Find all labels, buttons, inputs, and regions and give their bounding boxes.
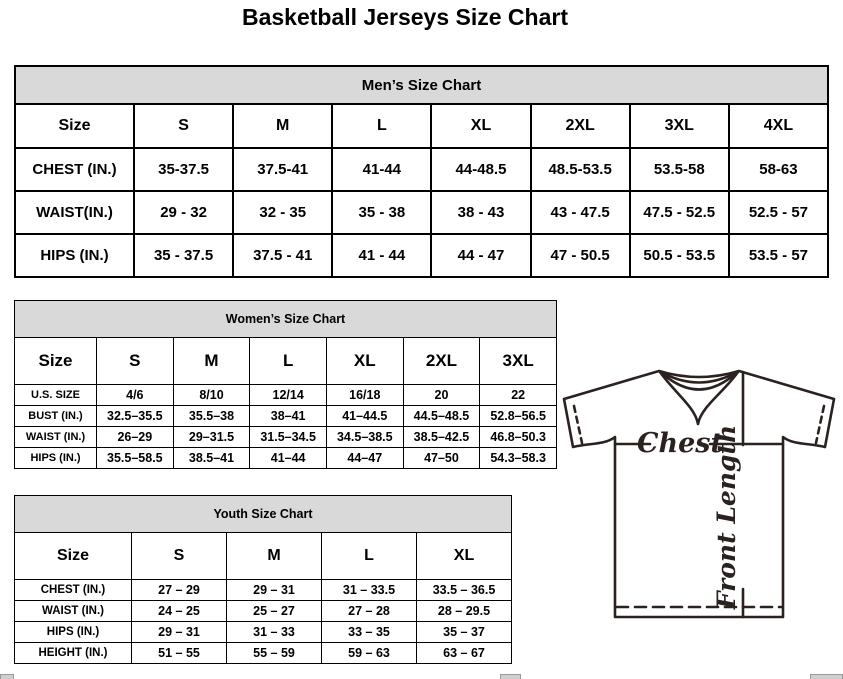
mens-chart-header: Men’s Size Chart [15,66,828,104]
youth-table-row [15,643,512,664]
mens-header-row [15,66,828,104]
mens-cell: 41-44 [332,148,431,191]
mens-size-col: 4XL [729,104,828,148]
womens-cell: 12/14 [250,385,327,406]
mens-cell: 35 - 38 [332,191,431,234]
mens-size-col: L [332,104,431,148]
jersey-measurement-diagram [559,362,843,626]
youth-cell: 55 – 59 [227,643,322,664]
youth-table-row [15,622,512,643]
mens-cell: 43 - 47.5 [531,191,630,234]
youth-cell: 59 – 63 [322,643,417,664]
youth-size-corner: Size [15,533,132,580]
womens-cell: 35.5–38 [173,406,250,427]
youth-cell: 28 – 29.5 [417,601,512,622]
womens-cell: 47–50 [403,448,480,469]
mens-size-col: 3XL [630,104,729,148]
youth-size-col: XL [417,533,512,580]
youth-chart-header: Youth Size Chart [15,496,512,533]
womens-size-col: 2XL [403,338,480,385]
chest-label: Chest [637,428,723,459]
mens-cell: 53.5 - 57 [729,234,828,277]
mens-cell: 37.5-41 [233,148,332,191]
youth-cell: 24 – 25 [132,601,227,622]
mens-size-col: 2XL [531,104,630,148]
youth-cell: 25 – 27 [227,601,322,622]
womens-size-row [15,338,557,385]
youth-header-row [15,496,512,533]
mens-cell: 58-63 [729,148,828,191]
left-cuff-dashed-line [574,406,582,443]
mens-cell: 32 - 35 [233,191,332,234]
youth-cell: 33.5 – 36.5 [417,580,512,601]
mens-row-label: CHEST (IN.) [15,148,134,191]
womens-cell: 38–41 [250,406,327,427]
womens-cell: 20 [403,385,480,406]
womens-table-row [15,385,557,406]
youth-cell: 33 – 35 [322,622,417,643]
youth-row-label: HEIGHT (IN.) [15,643,132,664]
mens-cell: 35-37.5 [134,148,233,191]
mens-cell: 37.5 - 41 [233,234,332,277]
womens-size-corner: Size [15,338,97,385]
womens-size-col: L [250,338,327,385]
resize-handle-right[interactable] [810,674,843,679]
womens-row-label: WAIST (IN.) [15,427,97,448]
womens-size-table [14,300,557,469]
womens-cell: 41–44.5 [326,406,403,427]
womens-cell: 34.5–38.5 [326,427,403,448]
youth-size-col: L [322,533,417,580]
womens-cell: 16/18 [326,385,403,406]
mens-cell: 38 - 43 [431,191,530,234]
youth-row-label: CHEST (IN.) [15,580,132,601]
womens-cell: 35.5–58.5 [97,448,174,469]
womens-cell: 8/10 [173,385,250,406]
youth-size-col: M [227,533,322,580]
mens-table-row [15,234,828,277]
resize-handle-left[interactable] [0,674,14,679]
mens-cell: 50.5 - 53.5 [630,234,729,277]
mens-cell: 52.5 - 57 [729,191,828,234]
youth-cell: 31 – 33 [227,622,322,643]
mens-row-label: HIPS (IN.) [15,234,134,277]
mens-cell: 47 - 50.5 [531,234,630,277]
womens-cell: 38.5–42.5 [403,427,480,448]
womens-size-col: 3XL [480,338,557,385]
womens-table-row [15,427,557,448]
right-cuff-dashed-line [816,406,824,443]
womens-row-label: U.S. SIZE [15,385,97,406]
youth-size-col: S [132,533,227,580]
mens-cell: 44 - 47 [431,234,530,277]
womens-cell: 26–29 [97,427,174,448]
youth-cell: 31 – 33.5 [322,580,417,601]
resize-handle-middle[interactable] [500,674,521,679]
mens-size-row [15,104,828,148]
mens-cell: 29 - 32 [134,191,233,234]
womens-cell: 44–47 [326,448,403,469]
mens-row-label: WAIST(IN.) [15,191,134,234]
mens-cell: 35 - 37.5 [134,234,233,277]
youth-cell: 29 – 31 [132,622,227,643]
mens-cell: 41 - 44 [332,234,431,277]
mens-cell: 53.5-58 [630,148,729,191]
womens-table-row [15,406,557,427]
womens-cell: 54.3–58.3 [480,448,557,469]
womens-header-row [15,301,557,338]
womens-size-col: S [97,338,174,385]
mens-size-col: XL [431,104,530,148]
youth-row-label: HIPS (IN.) [15,622,132,643]
womens-size-col: XL [326,338,403,385]
womens-cell: 46.8–50.3 [480,427,557,448]
womens-cell: 41–44 [250,448,327,469]
womens-row-label: BUST (IN.) [15,406,97,427]
mens-cell: 47.5 - 52.5 [630,191,729,234]
mens-size-corner: Size [15,104,134,148]
youth-cell: 63 – 67 [417,643,512,664]
youth-cell: 29 – 31 [227,580,322,601]
youth-row-label: WAIST (IN.) [15,601,132,622]
womens-cell: 29–31.5 [173,427,250,448]
youth-cell: 51 – 55 [132,643,227,664]
jersey-outline [564,371,834,617]
youth-size-row [15,533,512,580]
mens-cell: 44-48.5 [431,148,530,191]
mens-size-col: M [233,104,332,148]
youth-table-row [15,601,512,622]
womens-cell: 4/6 [97,385,174,406]
page-title: Basketball Jerseys Size Chart [241,4,568,30]
womens-row-label: HIPS (IN.) [15,448,97,469]
womens-chart-header: Women’s Size Chart [15,301,557,338]
womens-cell: 22 [480,385,557,406]
mens-table-row [15,148,828,191]
womens-cell: 32.5–35.5 [97,406,174,427]
youth-table-row [15,580,512,601]
womens-cell: 31.5–34.5 [250,427,327,448]
youth-size-table [14,495,512,664]
womens-cell: 38.5–41 [173,448,250,469]
mens-cell: 48.5-53.5 [531,148,630,191]
mens-size-table [14,65,829,278]
womens-table-row [15,448,557,469]
youth-cell: 27 – 28 [322,601,417,622]
womens-size-col: M [173,338,250,385]
mens-table-row [15,191,828,234]
front-length-label: Front Length [712,424,741,610]
womens-cell: 52.8–56.5 [480,406,557,427]
youth-cell: 35 – 37 [417,622,512,643]
womens-cell: 44.5–48.5 [403,406,480,427]
youth-cell: 27 – 29 [132,580,227,601]
mens-size-col: S [134,104,233,148]
